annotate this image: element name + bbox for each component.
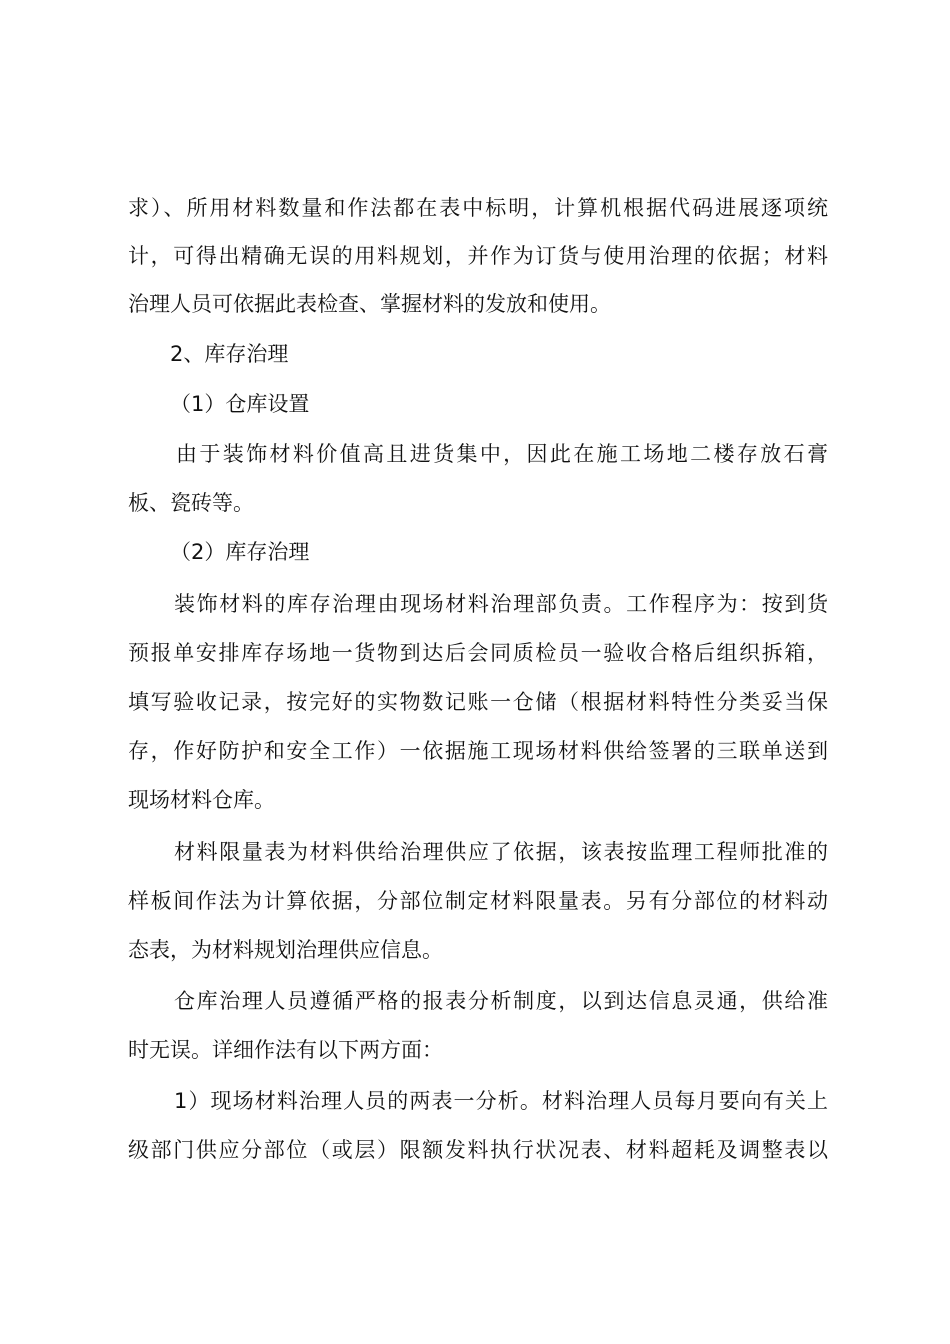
text-line-11: 填写验收记录，按完好的实物数记账一仓储（根据材料特性分类妥当保 xyxy=(128,690,828,714)
subheading-warehouse-setup: （1）仓库设置 xyxy=(170,392,310,416)
text-line-17: 仓库治理人员遵循严格的报表分析制度，以到达信息灵通，供给准 xyxy=(174,989,828,1013)
text-line-10: 预报单安排库存场地一货物到达后会同质检员一验收合格后组织拆箱， xyxy=(128,641,828,665)
text-line-2: 计，可得出精确无误的用料规划，并作为订货与使用治理的依据；材料 xyxy=(128,244,828,268)
subheading-inventory-management: （2）库存治理 xyxy=(170,540,310,564)
text-line-19: 1）现场材料治理人员的两表一分析。材料治理人员每月要向有关上 xyxy=(174,1089,828,1113)
text-line-13: 现场材料仓库。 xyxy=(128,788,275,812)
text-line-14: 材料限量表为材料供给治理供应了依据，该表按监理工程师批准的 xyxy=(174,840,828,864)
text-line-16: 态表，为材料规划治理供应信息。 xyxy=(128,938,443,962)
text-line-12: 存，作好防护和安全工作）一依据施工现场材料供给签署的三联单送到 xyxy=(128,739,828,763)
text-line-7: 板、瓷砖等。 xyxy=(128,491,254,515)
text-line-9: 装饰材料的库存治理由现场材料治理部负责。工作程序为：按到货 xyxy=(174,592,828,616)
text-line-18: 时无误。详细作法有以下两方面： xyxy=(128,1038,443,1062)
text-line-3: 治理人员可依据此表检查、掌握材料的发放和使用。 xyxy=(128,292,611,316)
text-line-15: 样板间作法为计算依据，分部位制定材料限量表。另有分部位的材料动 xyxy=(128,889,828,913)
text-line-1: 求）、所用材料数量和作法都在表中标明，计算机根据代码进展逐项统 xyxy=(128,196,828,220)
section-heading-inventory: 2、库存治理 xyxy=(170,342,289,366)
text-line-20: 级部门供应分部位（或层）限额发料执行状况表、材料超耗及调整表以 xyxy=(128,1138,828,1162)
text-line-6: 由于装饰材料价值高且进货集中，因此在施工场地二楼存放石膏 xyxy=(176,442,828,466)
